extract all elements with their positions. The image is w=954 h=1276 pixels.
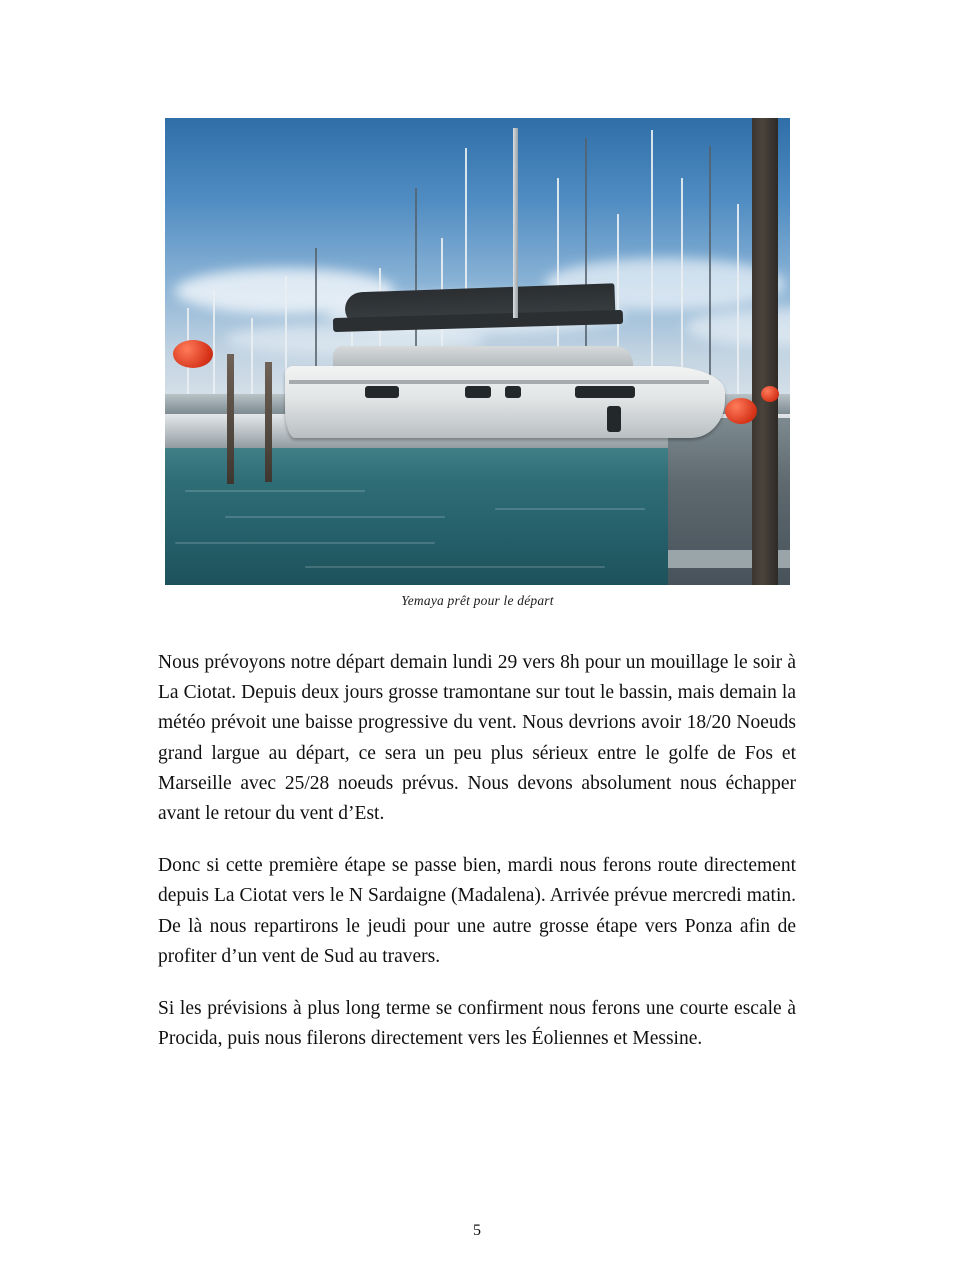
hull-window — [465, 386, 491, 398]
water-ripple — [175, 542, 435, 544]
mast — [737, 204, 739, 416]
hull-window — [365, 386, 399, 398]
piling — [227, 354, 234, 484]
water-ripple — [305, 566, 605, 568]
hull-stripe — [289, 380, 709, 384]
figure — [165, 118, 790, 609]
piling — [265, 362, 272, 482]
water-ripple — [185, 490, 365, 492]
mooring-buoy — [725, 398, 757, 424]
hull-window — [505, 386, 521, 398]
sailboat-in-marina-photo — [165, 118, 790, 585]
dock-post — [752, 118, 778, 585]
hull-window — [575, 386, 635, 398]
paragraph-2: Donc si cette première étape se passe bien, mardi nous ferons route directement depuis La Ciotat vers le N Sardaigne (Madalena). Arrivée prévue mercredi matin. De là nous repartirons le jeudi pour une autre grosse étape vers Ponza afin de profiter d’un vent de Sud au travers. — [158, 855, 796, 967]
page-number: 5 — [473, 1222, 481, 1239]
body-text — [158, 648, 796, 1054]
water-ripple — [225, 516, 445, 518]
fender — [607, 406, 621, 432]
paragraph-1: Nous prévoyons notre départ demain lundi 29 vers 8h pour un mouillage le soir à La Ciotat. Depuis deux jours grosse tramontane sur tout le bassin, mais demain la météo prévoit une baisse progressive du vent. Nous devrions avoir 18/20 Noeuds grand largue au départ, ce sera un peu plus sérieux entre le golfe de Fos et Marseille avec 25/28 noeuds prévus. Nous devons absolument nous échapper avant le retour du vent d’Est. — [158, 652, 796, 825]
water-ripple — [495, 508, 645, 510]
main-mast — [513, 128, 518, 318]
mooring-buoy — [173, 340, 213, 368]
figure-caption: Yemaya prêt pour le départ — [401, 593, 554, 608]
mooring-buoy — [761, 386, 779, 402]
hull — [285, 366, 725, 438]
paragraph-3: Si les prévisions à plus long terme se confirment nous ferons une courte escale à Procida, puis nous filerons directement vers les Éoliennes et Messine. — [158, 998, 796, 1050]
